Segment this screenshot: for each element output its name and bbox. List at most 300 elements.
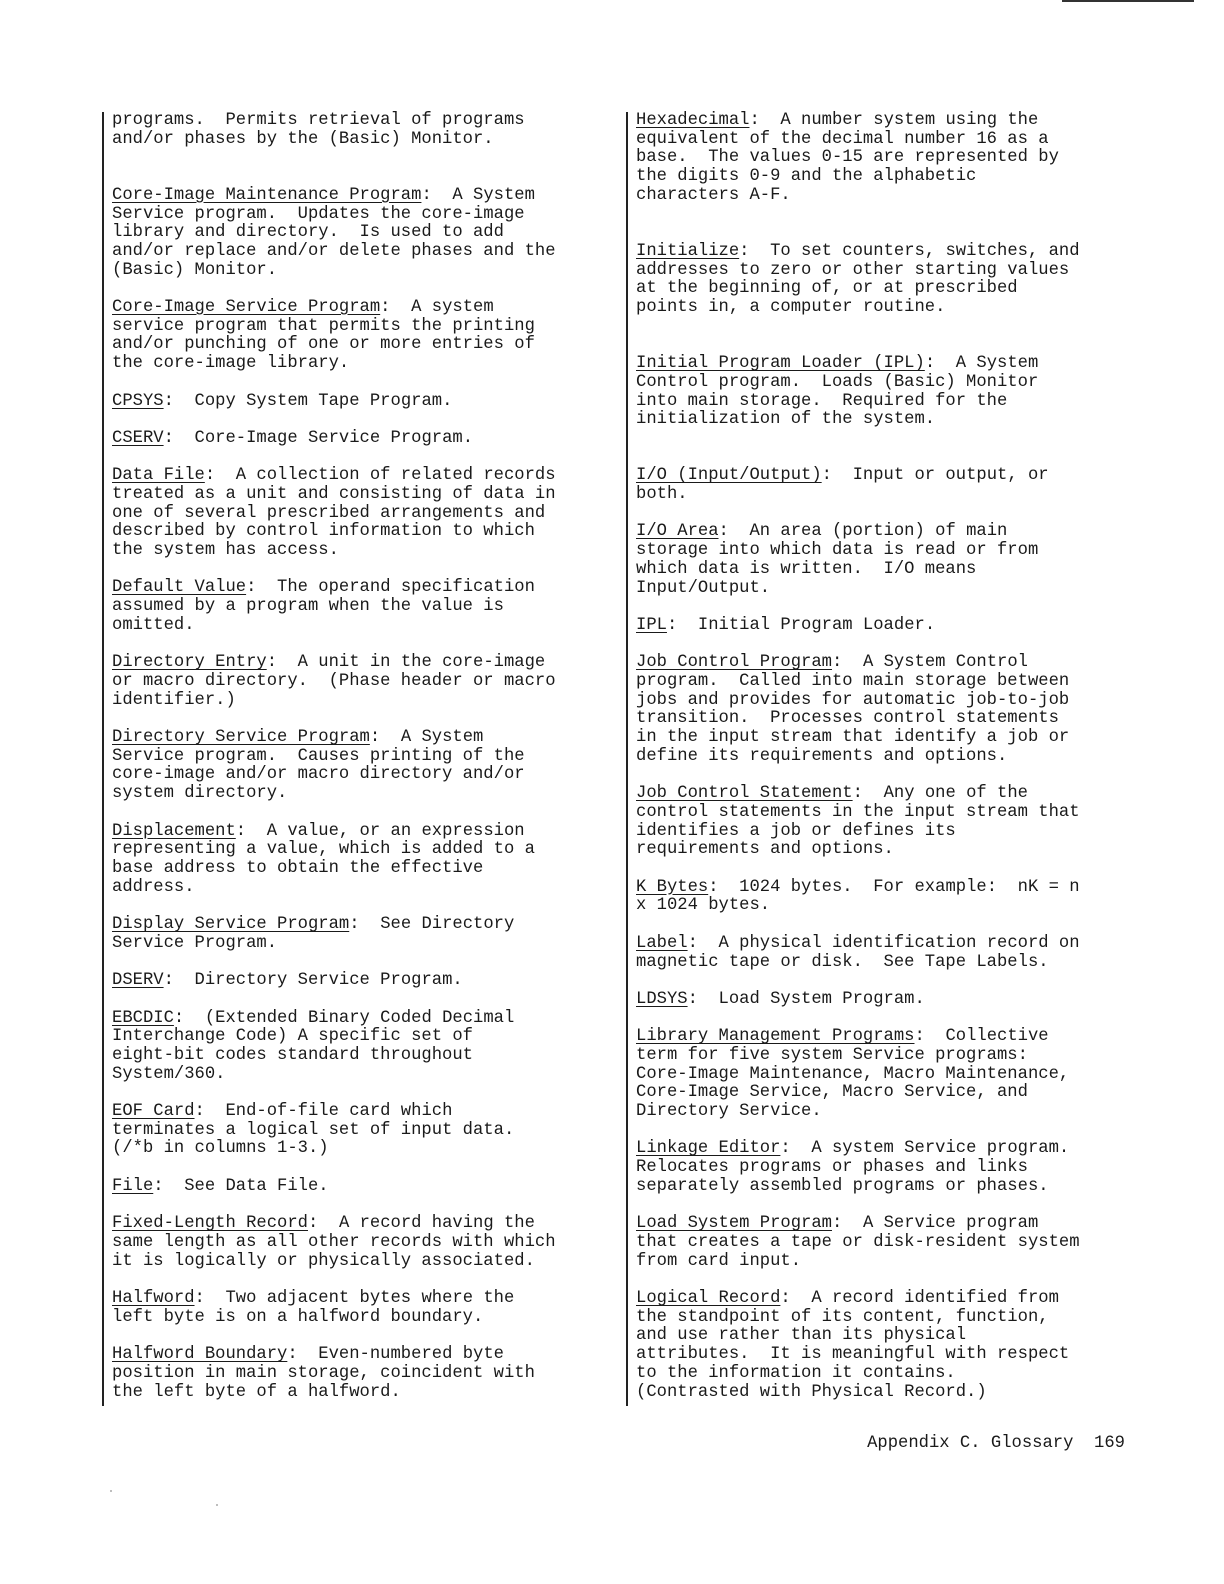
- definition-text: initialization of the system.: [636, 410, 936, 430]
- glossary-entry: [636, 617, 1148, 636]
- definition-text: the digits 0-9 and the alphabetic: [636, 167, 977, 187]
- glossary-entry: [112, 112, 618, 149]
- definition-text: control statements in the input stream that: [636, 802, 1080, 822]
- glossary-entry: [112, 430, 618, 449]
- entry-line: [636, 1103, 1148, 1122]
- definition-text: and/or replace and/or delete phases and the: [112, 241, 556, 261]
- glossary-entry: [112, 1178, 618, 1197]
- glossary-term: Library Management Programs: [636, 1027, 915, 1047]
- entry-line: [112, 318, 618, 337]
- term-separator: :: [246, 578, 278, 598]
- definition-text: (Basic) Monitor.: [112, 260, 278, 280]
- entry-line: [112, 486, 618, 505]
- definition-text: magnetic tape or disk. See Tape Labels.: [636, 952, 1049, 972]
- definition-text: Core-Image Service Program.: [194, 428, 474, 448]
- glossary-term: LDSYS: [636, 989, 688, 1009]
- glossary-term: CSERV: [112, 428, 164, 448]
- entry-line: [636, 561, 1148, 580]
- glossary-entry: [112, 187, 618, 281]
- glossary-term: Core-Image Service Program: [112, 298, 381, 317]
- entry-line: [636, 523, 1148, 542]
- term-separator: :: [739, 241, 771, 261]
- term-separator: :: [287, 1345, 319, 1365]
- entry-line: [112, 785, 618, 804]
- entry-line: [112, 916, 618, 935]
- definition-text: To set counters, switches, and: [770, 241, 1080, 261]
- glossary-term: I/O (Input/Output): [636, 466, 822, 486]
- definition-text: A number system using the: [780, 111, 1039, 130]
- definition-text: Directory Service Program.: [194, 971, 463, 991]
- term-separator: :: [749, 111, 781, 130]
- definition-text: attributes. It is meaningful with respect: [636, 1345, 1070, 1365]
- definition-text: A System: [955, 354, 1039, 374]
- glossary-entry: [636, 355, 1148, 430]
- term-separator: :: [687, 933, 719, 953]
- definition-text: described by control information to which: [112, 522, 535, 542]
- right-column: [626, 112, 1148, 1406]
- definition-text: Service Program.: [112, 933, 278, 953]
- glossary-entry: [636, 1290, 1148, 1402]
- term-separator: :: [780, 1139, 812, 1159]
- definition-text: the left byte of a halfword.: [112, 1382, 401, 1402]
- definition-text: The operand specification: [277, 578, 535, 598]
- entry-line: [112, 1178, 618, 1197]
- term-separator: :: [708, 877, 740, 897]
- definition-text: An area (portion) of main: [749, 522, 1008, 542]
- glossary-entry: [636, 654, 1148, 766]
- definition-text: Copy System Tape Program.: [194, 391, 453, 411]
- footer-section: Appendix C. Glossary: [867, 1434, 1074, 1453]
- glossary-entry: [636, 523, 1148, 598]
- definition-text: A physical identification record on: [718, 933, 1080, 953]
- entry-line: [112, 1253, 618, 1272]
- entry-line: [636, 1140, 1148, 1159]
- entry-line: [112, 729, 618, 748]
- definition-text: See Data File.: [184, 1176, 329, 1196]
- entry-line: [636, 1346, 1148, 1365]
- entry-line: [112, 1010, 618, 1029]
- definition-text: programs. Permits retrieval of programs: [112, 111, 525, 130]
- entry-line: [636, 187, 1148, 206]
- entry-line: [636, 710, 1148, 729]
- term-separator: :: [349, 915, 381, 935]
- glossary-term: Data File: [112, 466, 205, 486]
- definition-text: Input/Output.: [636, 578, 771, 598]
- glossary-entry: [636, 1028, 1148, 1122]
- glossary-term: Label: [636, 933, 688, 953]
- definition-text: terminates a logical set of input data.: [112, 1120, 515, 1140]
- entry-line: [112, 841, 618, 860]
- definition-text: (Extended Binary Coded Decimal: [204, 1008, 515, 1028]
- definition-text: points in, a computer routine.: [636, 298, 946, 318]
- definition-text: assumed by a program when the value is: [112, 597, 504, 617]
- entry-line: [112, 692, 618, 711]
- glossary-entry: [636, 112, 1148, 206]
- entry-line: [112, 523, 618, 542]
- definition-text: (Contrasted with Physical Record.): [636, 1382, 987, 1402]
- definition-text: A system Service program.: [811, 1139, 1070, 1159]
- entry-line: [636, 897, 1148, 916]
- entry-line: [112, 654, 618, 673]
- definition-text: Even-numbered byte: [318, 1345, 504, 1365]
- term-separator: :: [235, 821, 267, 841]
- entry-line: [112, 579, 618, 598]
- term-separator: :: [831, 653, 863, 673]
- glossary-term: Initialize: [636, 241, 740, 261]
- entry-line: [636, 262, 1148, 281]
- entry-line: [112, 187, 618, 206]
- glossary-term: Load System Program: [636, 1214, 832, 1234]
- entry-line: [112, 1140, 618, 1159]
- entry-line: [636, 804, 1148, 823]
- glossary-entry: [112, 1346, 618, 1402]
- definition-text: into main storage. Required for the: [636, 391, 1008, 411]
- definition-text: base. The values 0-15 are represented by: [636, 148, 1059, 168]
- entry-line: [636, 879, 1148, 898]
- entry-line: [636, 299, 1148, 318]
- page-number: 169: [1094, 1434, 1125, 1453]
- entry-line: [636, 542, 1148, 561]
- entry-line: [112, 393, 618, 412]
- entry-line: [636, 617, 1148, 636]
- entry-line: [636, 243, 1148, 262]
- term-separator: :: [821, 466, 853, 486]
- term-separator: :: [204, 466, 236, 486]
- entry-line: [636, 1159, 1148, 1178]
- definition-text: x 1024 bytes.: [636, 896, 771, 916]
- entry-line: [636, 1047, 1148, 1066]
- definition-text: the standpoint of its content, function,: [636, 1307, 1049, 1327]
- definition-text: it is logically or physically associated.: [112, 1251, 535, 1271]
- glossary-term: Job Control Statement: [636, 784, 853, 804]
- entry-line: [636, 411, 1148, 430]
- glossary-term: DSERV: [112, 971, 164, 991]
- entry-line: [112, 748, 618, 767]
- entry-line: [112, 1365, 618, 1384]
- entry-line: [636, 823, 1148, 842]
- definition-text: transition. Processes control statements: [636, 709, 1059, 729]
- entry-line: [636, 393, 1148, 412]
- glossary-entry: [636, 991, 1148, 1010]
- term-separator: :: [163, 391, 195, 411]
- term-separator: :: [307, 1214, 339, 1234]
- entry-line: [112, 935, 618, 954]
- entry-line: [112, 1122, 618, 1141]
- glossary-term: Fixed-Length Record: [112, 1214, 308, 1234]
- definition-text: one of several prescribed arrangements and: [112, 503, 546, 523]
- glossary-entry: [112, 823, 618, 898]
- definition-text: Any one of the: [883, 784, 1028, 804]
- entry-line: [112, 542, 618, 561]
- term-separator: :: [194, 1289, 226, 1309]
- top-edge-rule: [1062, 0, 1194, 2]
- definition-text: the system has access.: [112, 541, 339, 561]
- entry-line: [636, 131, 1148, 150]
- definition-text: address.: [112, 877, 195, 897]
- term-separator: :: [831, 1214, 863, 1234]
- glossary-entry: [112, 729, 618, 804]
- entry-line: [636, 673, 1148, 692]
- definition-text: eight-bit codes standard throughout: [112, 1045, 473, 1065]
- definition-text: in the input stream that identify a job or: [636, 728, 1070, 748]
- definition-text: A System: [452, 185, 535, 205]
- definition-text: that creates a tape or disk-resident system: [636, 1232, 1080, 1252]
- term-separator: :: [163, 971, 195, 991]
- entry-line: [636, 486, 1148, 505]
- term-separator: :: [780, 1289, 812, 1309]
- definition-text: core-image and/or macro directory and/or: [112, 765, 525, 785]
- entry-line: [636, 729, 1148, 748]
- term-separator: :: [718, 522, 750, 542]
- definition-text: system directory.: [112, 784, 288, 804]
- definition-text: Relocates programs or phases and links: [636, 1158, 1028, 1178]
- definition-text: Input or output, or: [852, 466, 1049, 486]
- definition-text: Service program. Causes printing of the: [112, 746, 525, 766]
- glossary-entry: [636, 243, 1148, 318]
- glossary-term: IPL: [636, 615, 667, 635]
- glossary-entry: [636, 935, 1148, 972]
- definition-text: which data is written. I/O means: [636, 559, 977, 579]
- definition-text: A collection of related records: [235, 466, 556, 486]
- definition-text: 1024 bytes. For example: nK = n: [739, 877, 1080, 897]
- term-separator: :: [380, 298, 412, 317]
- glossary-entry: [112, 1290, 618, 1327]
- term-separator: :: [369, 728, 401, 748]
- entry-line: [636, 1234, 1148, 1253]
- glossary-term: Halfword Boundary: [112, 1345, 288, 1365]
- definition-text: Two adjacent bytes where the: [225, 1289, 515, 1309]
- term-separator: :: [687, 989, 719, 1009]
- definition-text: service program that permits the printing: [112, 316, 535, 336]
- entry-line: [112, 1066, 618, 1085]
- definition-text: at the beginning of, or at prescribed: [636, 279, 1018, 299]
- definition-text: and/or punching of one or more entries of: [112, 335, 535, 355]
- definition-text: A record having the: [338, 1214, 535, 1234]
- definition-text: addresses to zero or other starting values: [636, 260, 1070, 280]
- entry-line: [636, 1084, 1148, 1103]
- definition-text: Service program. Updates the core-image: [112, 204, 525, 224]
- glossary-entry: [112, 1215, 618, 1271]
- definition-text: or macro directory. (Phase header or macro: [112, 671, 556, 691]
- glossary-term: Display Service Program: [112, 915, 350, 935]
- entry-line: [112, 823, 618, 842]
- definition-text: to the information it contains.: [636, 1363, 956, 1383]
- definition-text: A unit in the core-image: [297, 653, 546, 673]
- definition-text: omitted.: [112, 615, 195, 635]
- definition-text: from card input.: [636, 1251, 802, 1271]
- glossary-entry: [636, 1140, 1148, 1196]
- entry-line: [112, 766, 618, 785]
- entry-line: [636, 1327, 1148, 1346]
- glossary-entry: [636, 1215, 1148, 1271]
- definition-text: identifier.): [112, 690, 236, 710]
- entry-line: [636, 1290, 1148, 1309]
- term-separator: :: [421, 185, 453, 205]
- glossary-entry: [636, 879, 1148, 916]
- definition-text: A System Control: [862, 653, 1028, 673]
- definition-text: Initial Program Loader.: [697, 615, 936, 635]
- entry-line: [636, 1384, 1148, 1403]
- definition-text: A record identified from: [811, 1289, 1059, 1309]
- entry-line: [112, 112, 618, 131]
- definition-text: Core-Image Maintenance, Macro Maintenance,: [636, 1064, 1070, 1084]
- definition-text: requirements and options.: [636, 840, 894, 860]
- definition-text: same length as all other records with which: [112, 1232, 556, 1252]
- entry-line: [112, 1346, 618, 1365]
- term-separator: :: [194, 1102, 226, 1122]
- definition-text: and use rather than its physical: [636, 1326, 967, 1346]
- glossary-term: Directory Entry: [112, 653, 267, 673]
- definition-text: equivalent of the decimal number 16 as a: [636, 129, 1049, 149]
- entry-line: [112, 1028, 618, 1047]
- entry-line: [636, 654, 1148, 673]
- definition-text: term for five system Service programs:: [636, 1045, 1028, 1065]
- entry-line: [636, 935, 1148, 954]
- definition-text: program. Called into main storage between: [636, 672, 1070, 691]
- entry-line: [112, 262, 618, 281]
- definition-text: (/*b in columns 1-3.): [112, 1139, 329, 1159]
- definition-text: identifies a job or defines its: [636, 821, 956, 841]
- definition-text: separately assembled programs or phases.: [636, 1176, 1049, 1196]
- entry-line: [636, 112, 1148, 131]
- glossary-term: Initial Program Loader (IPL): [636, 354, 925, 374]
- glossary-entry: [112, 654, 618, 710]
- glossary-term: Logical Record: [636, 1289, 781, 1309]
- glossary-term: K Bytes: [636, 877, 709, 897]
- entry-line: [112, 879, 618, 898]
- entry-line: [636, 1253, 1148, 1272]
- entry-line: [112, 1047, 618, 1066]
- glossary-entry: [112, 1103, 618, 1159]
- entry-line: [636, 467, 1148, 486]
- definition-text: Collective: [945, 1027, 1049, 1047]
- glossary-entry: [112, 393, 618, 412]
- entry-line: [636, 1178, 1148, 1197]
- entry-line: [112, 243, 618, 262]
- definition-text: define its requirements and options.: [636, 746, 1008, 766]
- entry-line: [112, 1384, 618, 1403]
- definition-text: position in main storage, coincident with: [112, 1363, 535, 1383]
- entry-line: [112, 224, 618, 243]
- entry-line: [112, 1215, 618, 1234]
- glossary-entry: [112, 299, 618, 374]
- definition-text: left byte is on a halfword boundary.: [112, 1307, 484, 1327]
- entry-line: [636, 280, 1148, 299]
- glossary-term: I/O Area: [636, 522, 719, 542]
- entry-line: [112, 206, 618, 225]
- definition-text: A Service program: [862, 1214, 1039, 1234]
- entry-line: [112, 972, 618, 991]
- entry-line: [112, 131, 618, 150]
- entry-line: [112, 1234, 618, 1253]
- entry-line: [636, 1365, 1148, 1384]
- glossary-entry: [112, 916, 618, 953]
- term-separator: :: [163, 428, 195, 448]
- glossary-term: Hexadecimal: [636, 111, 750, 130]
- glossary-term: Linkage Editor: [636, 1139, 781, 1159]
- entry-line: [112, 336, 618, 355]
- entry-line: [112, 617, 618, 636]
- entry-line: [636, 1028, 1148, 1047]
- glossary-entry: [112, 1010, 618, 1085]
- entry-line: [636, 748, 1148, 767]
- page-footer: [867, 1434, 1125, 1454]
- glossary-term: Job Control Program: [636, 653, 832, 673]
- definition-text: See Directory: [380, 915, 515, 935]
- entry-line: [112, 430, 618, 449]
- glossary-entry: [636, 467, 1148, 504]
- entry-line: [112, 598, 618, 617]
- entry-line: [112, 355, 618, 374]
- definition-text: A system: [411, 298, 494, 317]
- term-separator: :: [173, 1008, 205, 1028]
- glossary-term: File: [112, 1176, 154, 1196]
- definition-text: Interchange Code) A specific set of: [112, 1027, 473, 1047]
- entry-line: [636, 355, 1148, 374]
- glossary-term: EBCDIC: [112, 1008, 174, 1028]
- entry-line: [636, 168, 1148, 187]
- entry-line: [112, 1309, 618, 1328]
- entry-line: [636, 149, 1148, 168]
- entry-line: [112, 860, 618, 879]
- entry-line: [112, 1103, 618, 1122]
- definition-text: base address to obtain the effective: [112, 858, 484, 878]
- entry-line: [636, 1066, 1148, 1085]
- term-separator: :: [666, 615, 698, 635]
- definition-text: A System: [400, 728, 484, 748]
- glossary-entry: [636, 785, 1148, 860]
- definition-text: Core-Image Service, Macro Service, and: [636, 1083, 1028, 1103]
- definition-text: characters A-F.: [636, 185, 791, 205]
- definition-text: library and directory. Is used to add: [112, 223, 504, 243]
- entry-line: [112, 673, 618, 692]
- glossary-term: Directory Service Program: [112, 728, 370, 748]
- definition-text: Control program. Loads (Basic) Monitor: [636, 372, 1039, 392]
- term-separator: :: [852, 784, 884, 804]
- glossary-entry: [112, 579, 618, 635]
- entry-line: [636, 374, 1148, 393]
- definition-text: End-of-file card which: [225, 1102, 453, 1122]
- entry-line: [112, 505, 618, 524]
- entry-line: [636, 692, 1148, 711]
- glossary-term: Halfword: [112, 1289, 195, 1309]
- entry-line: [636, 1215, 1148, 1234]
- term-separator: :: [914, 1027, 946, 1047]
- glossary-term: Default Value: [112, 578, 247, 598]
- entry-line: [112, 1290, 618, 1309]
- definition-text: jobs and provides for automatic job-to-job: [636, 690, 1070, 710]
- term-separator: :: [266, 653, 298, 673]
- definition-text: Directory Service.: [636, 1102, 822, 1122]
- entry-line: [636, 785, 1148, 804]
- glossary-term: CPSYS: [112, 391, 164, 411]
- glossary-term: EOF Card: [112, 1102, 195, 1122]
- definition-text: System/360.: [112, 1064, 226, 1084]
- definition-text: A value, or an expression: [266, 821, 525, 841]
- definition-text: Load System Program.: [718, 989, 925, 1009]
- entry-line: [636, 954, 1148, 973]
- definition-text: and/or phases by the (Basic) Monitor.: [112, 129, 494, 149]
- glossary-term: Displacement: [112, 821, 236, 841]
- entry-line: [112, 467, 618, 486]
- entry-line: [636, 1309, 1148, 1328]
- entry-line: [636, 580, 1148, 599]
- glossary-entry: [112, 972, 618, 991]
- definition-text: representing a value, which is added to a: [112, 840, 535, 860]
- definition-text: the core-image library.: [112, 354, 350, 374]
- definition-text: treated as a unit and consisting of data in: [112, 484, 556, 504]
- glossary-entry: [112, 467, 618, 561]
